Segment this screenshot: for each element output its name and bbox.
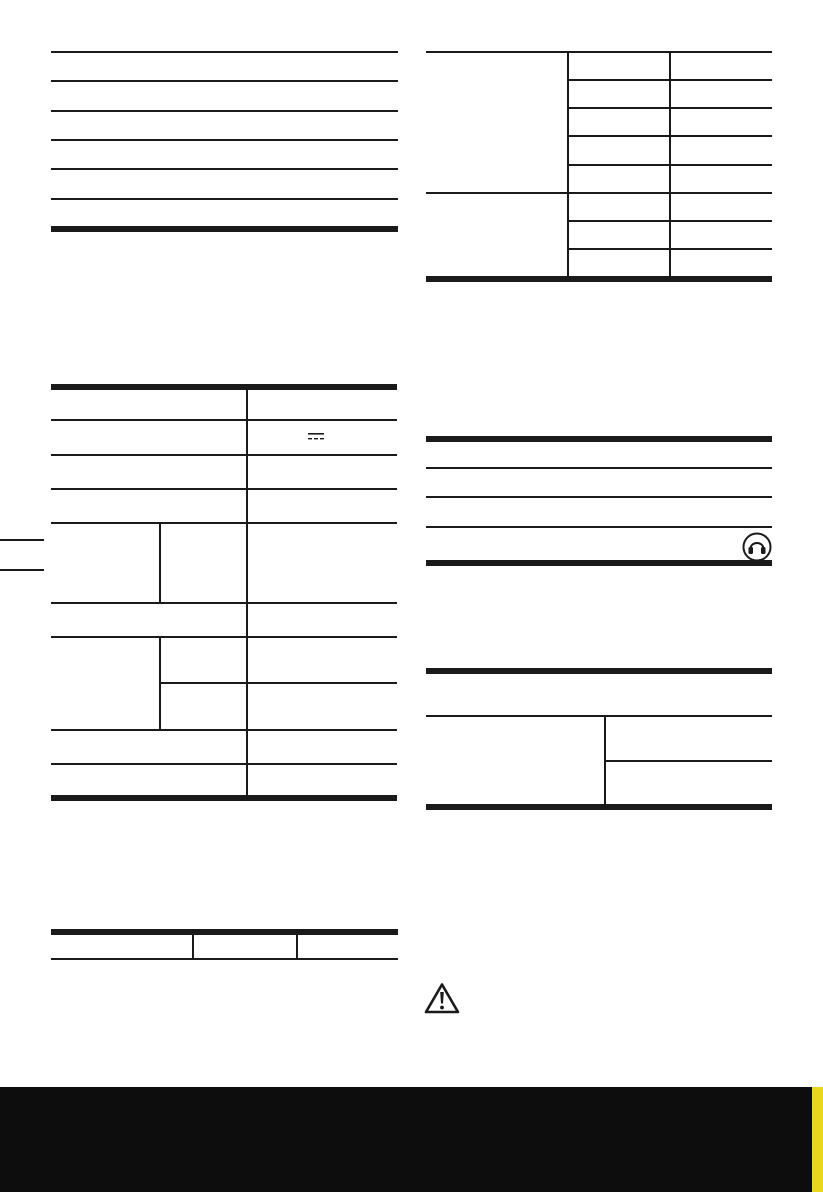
table-b-rule bbox=[51, 488, 397, 490]
table-b-subcolumn-divider bbox=[159, 637, 161, 730]
table-b-rule bbox=[51, 522, 397, 524]
table-a-rule bbox=[51, 168, 398, 170]
table-d-rule bbox=[426, 192, 772, 194]
table-a-rule bbox=[51, 80, 398, 82]
table-b-bottom-rule bbox=[51, 795, 397, 801]
table-e-rule bbox=[426, 496, 772, 498]
section-tab-mark bbox=[0, 539, 44, 541]
table-b-rule bbox=[51, 636, 397, 638]
table-a-rule bbox=[51, 139, 398, 141]
table-e-rule bbox=[426, 467, 772, 469]
table-a-rule bbox=[51, 110, 398, 112]
table-a-rule bbox=[51, 51, 398, 53]
table-e-top-rule bbox=[426, 436, 772, 442]
warning-triangle-icon bbox=[424, 982, 460, 1014]
table-f-rule bbox=[426, 715, 772, 717]
table-b-rule bbox=[51, 602, 397, 604]
table-d-column-divider bbox=[567, 52, 569, 277]
table-b-rule bbox=[51, 419, 397, 421]
table-b-rule bbox=[51, 763, 397, 765]
table-b-rule bbox=[51, 454, 397, 456]
table-f-top-rule bbox=[426, 668, 772, 674]
table-c-column-divider bbox=[296, 933, 298, 959]
table-d-bottom-rule bbox=[426, 276, 772, 282]
page-footer-band bbox=[0, 1087, 812, 1192]
direct-current-icon bbox=[308, 432, 324, 442]
table-f-bottom-rule bbox=[426, 804, 772, 810]
table-d-rule bbox=[426, 51, 772, 53]
table-e-rule bbox=[426, 526, 772, 528]
table-b-rule bbox=[51, 729, 397, 731]
page-edge-accent bbox=[812, 1087, 823, 1192]
table-e-bottom-rule bbox=[426, 560, 772, 566]
table-b-column-divider bbox=[246, 388, 248, 796]
table-f-rule bbox=[605, 760, 772, 762]
table-a-rule bbox=[51, 198, 398, 200]
table-c-top-rule bbox=[51, 929, 398, 935]
table-b-subcolumn-divider bbox=[159, 523, 161, 603]
table-a-bottom-rule bbox=[51, 226, 398, 232]
table-b-top-rule bbox=[51, 384, 397, 390]
table-b-rule bbox=[160, 682, 397, 684]
table-c-rule bbox=[51, 958, 398, 960]
table-f-column-divider bbox=[604, 716, 606, 805]
table-d-column-divider bbox=[669, 52, 671, 277]
table-c-column-divider bbox=[192, 933, 194, 959]
section-tab-mark bbox=[0, 569, 44, 571]
ear-protection-icon bbox=[742, 532, 772, 562]
